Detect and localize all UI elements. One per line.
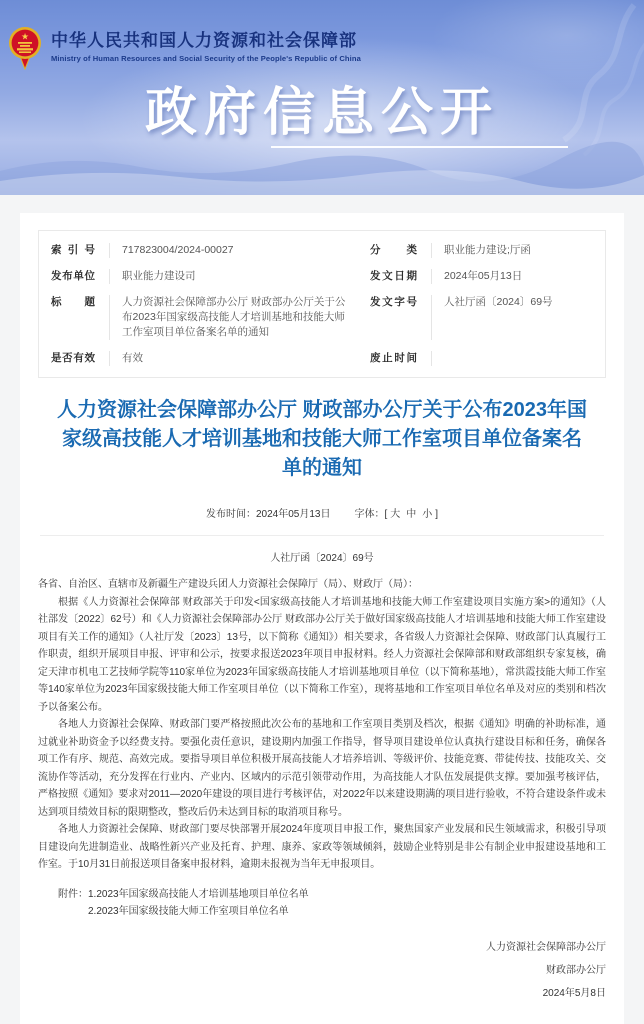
meta-value-publisher: 职业能力建设司 <box>109 269 358 284</box>
meta-value-doc-number: 人社厅函〔2024〕69号 <box>431 295 605 340</box>
paragraph-3: 各地人力资源社会保障、财政部门要尽快部署开展2024年度项目申报工作，聚焦国家产业发展和民生领域需求，积极引导项目建设向先进制造业、战略性新兴产业及托育、护理、康养、家政等领域倾斜，鼓励企业特别是非公有制企业申报建设基地和工作室。于10月31日前报送项目备案申报材料，逾期未报视为当年无申报项目。 <box>38 824 606 870</box>
attachment-link-2[interactable]: 2.2023年国家级技能大师工作室项目单位名单 <box>88 905 289 917</box>
font-size-bracket-open: [ <box>384 509 388 520</box>
meta-value-validity: 有效 <box>109 351 358 366</box>
document-number: 人社厅函〔2024〕69号 <box>270 553 374 564</box>
signature-date: 2024年5月8日 <box>542 987 606 999</box>
meta-value-index: 717823004/2024-00027 <box>109 243 358 258</box>
page-title: 政府信息公开 <box>144 84 499 142</box>
meta-value-issue-date: 2024年05月13日 <box>431 269 605 284</box>
meta-value-title: 人力资源社会保障部办公厅 财政部办公厅关于公布2023年国家级高技能人才培训基地和技能大师工作室项目单位备案名单的通知 <box>109 295 358 340</box>
meta-row <box>39 289 605 345</box>
meta-label-publisher: 发布单位 <box>51 269 95 282</box>
article-body <box>38 576 606 874</box>
article-title: 人力资源社会保障部办公厅 财政部办公厅关于公布2023年国家级高技能人才培训基地和技能大师工作室项目单位备案名单的通知 <box>56 399 588 479</box>
attachments-label: 附件： <box>58 888 88 900</box>
content-card <box>20 213 624 1024</box>
section-divider <box>40 535 604 536</box>
signature-org-1: 人力资源社会保障部办公厅 <box>486 941 606 953</box>
meta-label-index: 索引号 <box>51 243 95 256</box>
font-size-control <box>354 509 438 520</box>
font-size-large-button[interactable]: 大 <box>390 509 401 520</box>
ministry-name-en: Ministry of Human Resources and Social Security of the People's Republic of China <box>51 54 361 63</box>
header-banner <box>0 0 644 195</box>
publish-time-label: 发布时间： <box>205 509 256 520</box>
ministry-name-cn: 中华人民共和国人力资源和社会保障部 <box>51 31 357 50</box>
attachments-block <box>58 886 606 920</box>
meta-row <box>39 263 605 289</box>
meta-row <box>39 345 605 371</box>
meta-label-category: 分类 <box>370 243 417 256</box>
meta-label-issue-date: 发文日期 <box>370 269 417 282</box>
font-size-small-button[interactable]: 小 <box>422 509 433 520</box>
national-emblem-icon <box>8 26 42 70</box>
ministry-header <box>8 26 361 70</box>
paragraph-1: 根据《人力资源社会保障部 财政部关于印发<国家级高技能人才培训基地和技能大师工作室建设项目实施方案>的通知》（人社部发〔2022〕62号）和《人力资源社会保障部办公厅 财政部办公厅关于做好国家级高技能人才培训基地和技能大师工作室建设项目有关工作的通知》（人社厅发〔2023〕13号，以下简称《通知》）相关要求，各省级人力资源社会保障、财政部门认真履行工作职责，组织开展项目申报、评审和公示，按要求报送2023年项目申报材料。经人力资源社会保障部和财政部组织专家复核，确定天津市机电工艺技师学院等110家单位为2023年国家级高技能人才培训基地项目单位（以下简称基地），常洪霞技能大师工作室等140家单位为2023年国家级技能大师工作室项目单位（以下简称工作室），现将基地和工作室项目单位名单及对应的类别和档次予以备案公布。 <box>38 596 606 713</box>
article-meta-line <box>38 505 606 520</box>
meta-label-validity: 是否有效 <box>51 351 95 364</box>
meta-label-title: 标题 <box>51 295 95 308</box>
font-size-bracket-close: ] <box>435 509 439 520</box>
paragraph-2: 各地人力资源社会保障、财政部门要严格按照此次公布的基地和工作室项目类别及档次，根据《通知》明确的补助标准，通过就业补助资金予以经费支持。要强化责任意识，建设期内加强工作指导，督导项目建设单位认真执行建设目标和任务，确保各项工作有序、规范、高效完成。要指导项目单位积极开展高技能人才培养培训、等级评价、技能竞赛、带徒传技、技能攻关、交流协作等活动，充分发挥在行业内、产业内、区域内的示范引领带动作用，为高技能人才队伍发展提供支撑。要加强考核评估，严格按照《通知》要求对2011—2020年建设的项目进行考核评估，对2022年以来建设期满的项目进行验收，不符合建设条件或未达到项目绩效目标的限期整改，整改后仍未达到目标的取消项目称号。 <box>38 719 606 818</box>
meta-row <box>39 237 605 263</box>
salutation: 各省、自治区、直辖市及新疆生产建设兵团人力资源社会保障厅（局）、财政厅（局）： <box>38 579 418 590</box>
font-size-medium-button[interactable]: 中 <box>406 509 417 520</box>
font-size-label: 字体： <box>354 509 385 520</box>
meta-label-repeal-time: 废止时间 <box>370 351 417 364</box>
attachment-link-1[interactable]: 1.2023年国家级高技能人才培训基地项目单位名单 <box>88 888 309 900</box>
title-underline <box>271 146 568 148</box>
meta-value-category: 职业能力建设;厅函 <box>431 243 605 258</box>
svg-text:★: ★ <box>20 31 30 42</box>
meta-value-repeal-time <box>431 351 605 366</box>
meta-label-doc-number: 发文字号 <box>370 295 417 308</box>
publish-time-value: 2024年05月13日 <box>255 509 331 520</box>
signature-org-2: 财政部办公厅 <box>546 964 606 976</box>
signature-block <box>38 936 606 1005</box>
document-meta-table <box>38 230 606 378</box>
